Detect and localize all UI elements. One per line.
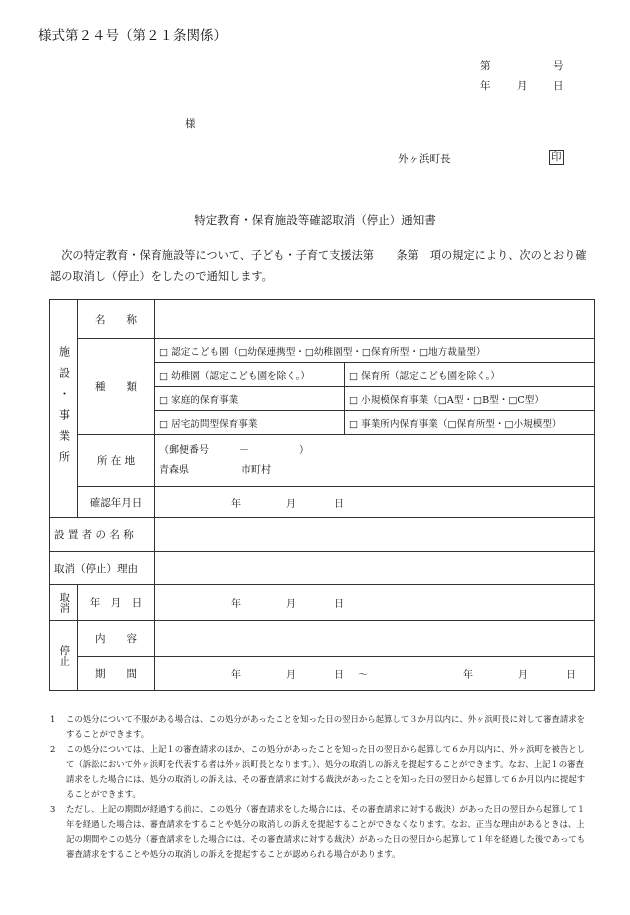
- period-start-nen: 年: [231, 670, 241, 681]
- address-line: [159, 461, 590, 481]
- cancel-tsuki: 月: [286, 599, 296, 610]
- confirm-date-label: 確認年月日: [78, 487, 155, 518]
- period-label: 期 間: [78, 657, 155, 691]
- type-option-shokibo[interactable]: □ 小規模保育事業（□A型・□B型・□C型）: [345, 387, 595, 411]
- document-title: 特定教育・保育施設等確認取消（停止）通知書: [194, 213, 436, 227]
- type-option-hoikusho[interactable]: □ 保育所（認定こども園を除く。）: [345, 363, 595, 387]
- type-option-kodomoen[interactable]: □ 認定こども園（□幼保連携型・□幼稚園型・□保育所型・□地方裁量型）: [155, 339, 595, 363]
- facility-group-label: 施設・事業所: [57, 345, 71, 472]
- content-value[interactable]: [155, 621, 595, 657]
- note-1-text: この処分について不服がある場合は、この処分があったことを知った日の翌日から起算して３か月以内に、外ヶ浜町長に対して審査請求をすることができます。: [66, 714, 585, 739]
- type-option-youchien[interactable]: □ 幼稚園（認定こども園を除く。）: [155, 363, 345, 387]
- note-1: [50, 712, 590, 742]
- location-label: 所 在 地: [78, 435, 155, 487]
- location-value[interactable]: [155, 435, 595, 487]
- confirm-hi: 日: [334, 498, 344, 510]
- suspend-group-cell: [50, 621, 78, 691]
- setter-value[interactable]: [155, 518, 595, 552]
- cancel-group-cell: [50, 585, 78, 621]
- reason-value[interactable]: [155, 552, 595, 585]
- seal-text: 印: [551, 151, 562, 163]
- note-2-number: 2: [50, 744, 56, 754]
- period-end-hi: 日: [566, 670, 576, 681]
- period-end-nen: 年: [463, 670, 473, 681]
- note-2-text: この処分については、上記１の審査請求のほか、この処分があったことを知った日の翌日から起算して６か月以内に、外ヶ浜町を被告として（訴訟において外ヶ浜町を代表する者は外ヶ浜町長となります。）、処分の取消しの訴えを提起することができます。なお、上記１の審査請求をした場合には、処分の取消しの訴えは、その審査請求に対する裁決があったことを知った日の翌日から起算して６か月以内に提起することができます。: [66, 744, 586, 799]
- setter-label: 設 置 者 の 名 称: [50, 518, 155, 552]
- header-hi: 日: [553, 80, 564, 92]
- intro-paragraph: 次の特定教育・保育施設等について、子ども・子育て支援法第 条第 項の規定により、次のとおり確認の取消し（停止）をしたので通知します。: [50, 249, 587, 283]
- name-label: 名 称: [78, 300, 155, 339]
- form-number: 様式第２４号（第２１条関係）: [38, 28, 227, 44]
- reason-label: 取消（停止）理由: [50, 552, 155, 585]
- name-value[interactable]: [155, 300, 595, 339]
- cancel-date-label: 年 月 日: [78, 585, 155, 621]
- suspend-label: 停止: [58, 645, 71, 666]
- seal-mark: [549, 150, 564, 165]
- note-2: [50, 742, 590, 802]
- header-go: 号: [553, 60, 564, 72]
- period-end-tsuki: 月: [518, 670, 528, 681]
- note-1-number: 1: [50, 714, 56, 724]
- header-tsuki: 月: [517, 80, 528, 92]
- cancel-nen: 年: [231, 599, 241, 610]
- notes-section: [50, 712, 590, 862]
- period-start-tsuki: 月: [286, 670, 296, 681]
- header-dai: 第: [480, 60, 491, 72]
- issuer-name: 外ヶ浜町長: [398, 153, 451, 165]
- confirm-date-value[interactable]: [155, 487, 595, 518]
- cancel-date-value[interactable]: [155, 585, 595, 621]
- header-nen: 年: [480, 80, 491, 92]
- type-option-kyotaku[interactable]: □ 居宅訪問型保育事業: [155, 411, 345, 435]
- cancel-label: 取消: [58, 592, 71, 613]
- postal-code: （郵便番号 － ）: [159, 444, 309, 456]
- cancel-hi: 日: [334, 599, 344, 610]
- note-3-text: ただし、上記の期間が経過する前に、この処分（審査請求をした場合には、その審査請求に対する裁決）があった日の翌日から起算して１年を経過した場合は、審査請求をすることや処分の取消しの訴えを提起することができなくなります。なお、正当な理由があるときは、上記の期間やこの処分（審査請求をした場合には、その審査請求に対する裁決）があった日の翌日から起算して１年を経過した後であっても審査請求をすることや処分の取消しの訴えを提起することが認められる場合があります。: [66, 804, 586, 859]
- period-start-hi: 日: [334, 670, 344, 681]
- type-option-kateiteki[interactable]: □ 家庭的保育事業: [155, 387, 345, 411]
- notice-table: [49, 299, 595, 691]
- note-3-number: 3: [50, 804, 56, 814]
- type-label: 種 類: [78, 339, 155, 435]
- confirm-nen: 年: [231, 498, 241, 510]
- facility-group-cell: [50, 300, 78, 518]
- type-option-jigyoshonai[interactable]: □ 事業所内保育事業（□保育所型・□小規模型）: [345, 411, 595, 435]
- prefecture: 青森県: [159, 464, 189, 476]
- municipality: 市町村: [241, 464, 271, 476]
- period-tilde: ～: [358, 670, 368, 681]
- period-value[interactable]: [155, 657, 595, 691]
- content-label: 内 容: [78, 621, 155, 657]
- confirm-tsuki: 月: [286, 498, 296, 510]
- note-3: [50, 802, 590, 862]
- addressee-sama: 様: [185, 118, 196, 130]
